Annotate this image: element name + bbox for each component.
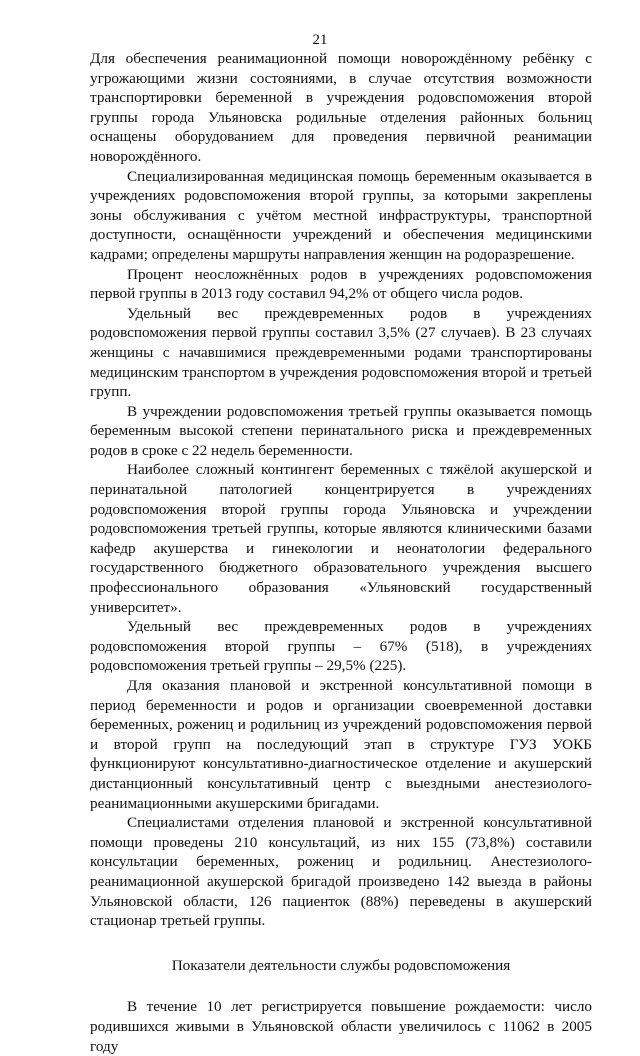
- paragraph-consultation-stats: Специалистами отделения плановой и экстренной консультативной помощи проведены 210 консультаций, из них 155 (73,8%) составили консультации беременных, рожениц и родильниц. Анестезиолого-реанимационной акушерской бригадой произведено 142 выезда в районы Ульяновской области, 126 пациенток (88%) переведены в акушерский стационар третьей группы.: [90, 814, 592, 930]
- paragraph-third-group-care: В учреждении родовспоможения третьей группы оказывается помощь беременным высокой степени перинатального риска и преждевременных родов в сроке с 22 недель беременности.: [90, 402, 592, 459]
- page-number: 21: [312, 32, 328, 48]
- paragraph-complex-contingent: Наиболее сложный контингент беременных с тяжёлой акушерской и перинатальной патологией концентрируется в учреждениях родовспоможения второй группы города Ульяновска и учреждении родовспоможения третьей группы, которые являются клиническими базами кафедр акушерства и гинекологии и неонатологии федерального государственного бюджетного образовательного учреждения высшего профессионального образования «Ульяновский государственный университет».: [90, 461, 592, 616]
- section-heading: Показатели деятельности службы родовспоможения: [171, 956, 511, 974]
- paragraph-specialized-care: Специализированная медицинская помощь беременным оказывается в учреждениях родовспоможения второй группы, за которыми закреплены зоны обслуживания с учётом местной инфраструктуры, транспортной доступности, оснащённости учреждений и обеспечения медицинскими кадрами; определены маршруты направления женщин на родоразрешение.: [90, 167, 592, 263]
- paragraph-consultative-help: Для оказания плановой и экстренной консультативной помощи в период беременности и родов и организации своевременной доставки беременных, рожениц и родильниц из учреждений родовспоможения первой и второй групп на последующий этап в структуре ГУЗ УОКБ функционируют консультативно-диагностическое отделение и акушерский дистанционный консультативный центр с выездными анестезиолого-реанимационными акушерскими бригадами.: [90, 677, 592, 812]
- paragraph-preterm-second-third: Удельный вес преждевременных родов в учреждениях родовспоможения второй группы – 67% (518), в учреждениях родовспоможения третьей группы – 29,5% (225).: [90, 618, 592, 675]
- paragraph-uncomplicated-births: Процент неосложнённых родов в учреждениях родовспоможения первой группы в 2013 году составил 94,2% от общего числа родов.: [90, 265, 592, 303]
- paragraph-birth-rate: В течение 10 лет регистрируется повышение рождаемости: число родившихся живыми в Ульяновской области увеличилось с 11062 в 2005 году: [90, 998, 592, 1055]
- paragraph-preterm-first-group: Удельный вес преждевременных родов в учреждениях родовспоможения первой группы составил 3,5% (27 случаев). В 23 случаях женщины с начавшимися преждевременными родами транспортированы медицинским транспортом в учреждения родовспоможения второй и третьей групп.: [90, 304, 592, 401]
- paragraph-neonatal-resuscitation: Для обеспечения реанимационной помощи новорождённому ребёнку с угрожающими жизни состояниями, в случае отсутствия возможности транспортировки беременной в учреждения родовспоможения второй группы города Ульяновска родильные отделения районных больниц оснащены оборудованием для проведения первичной реанимации новорождённого.: [90, 50, 592, 165]
